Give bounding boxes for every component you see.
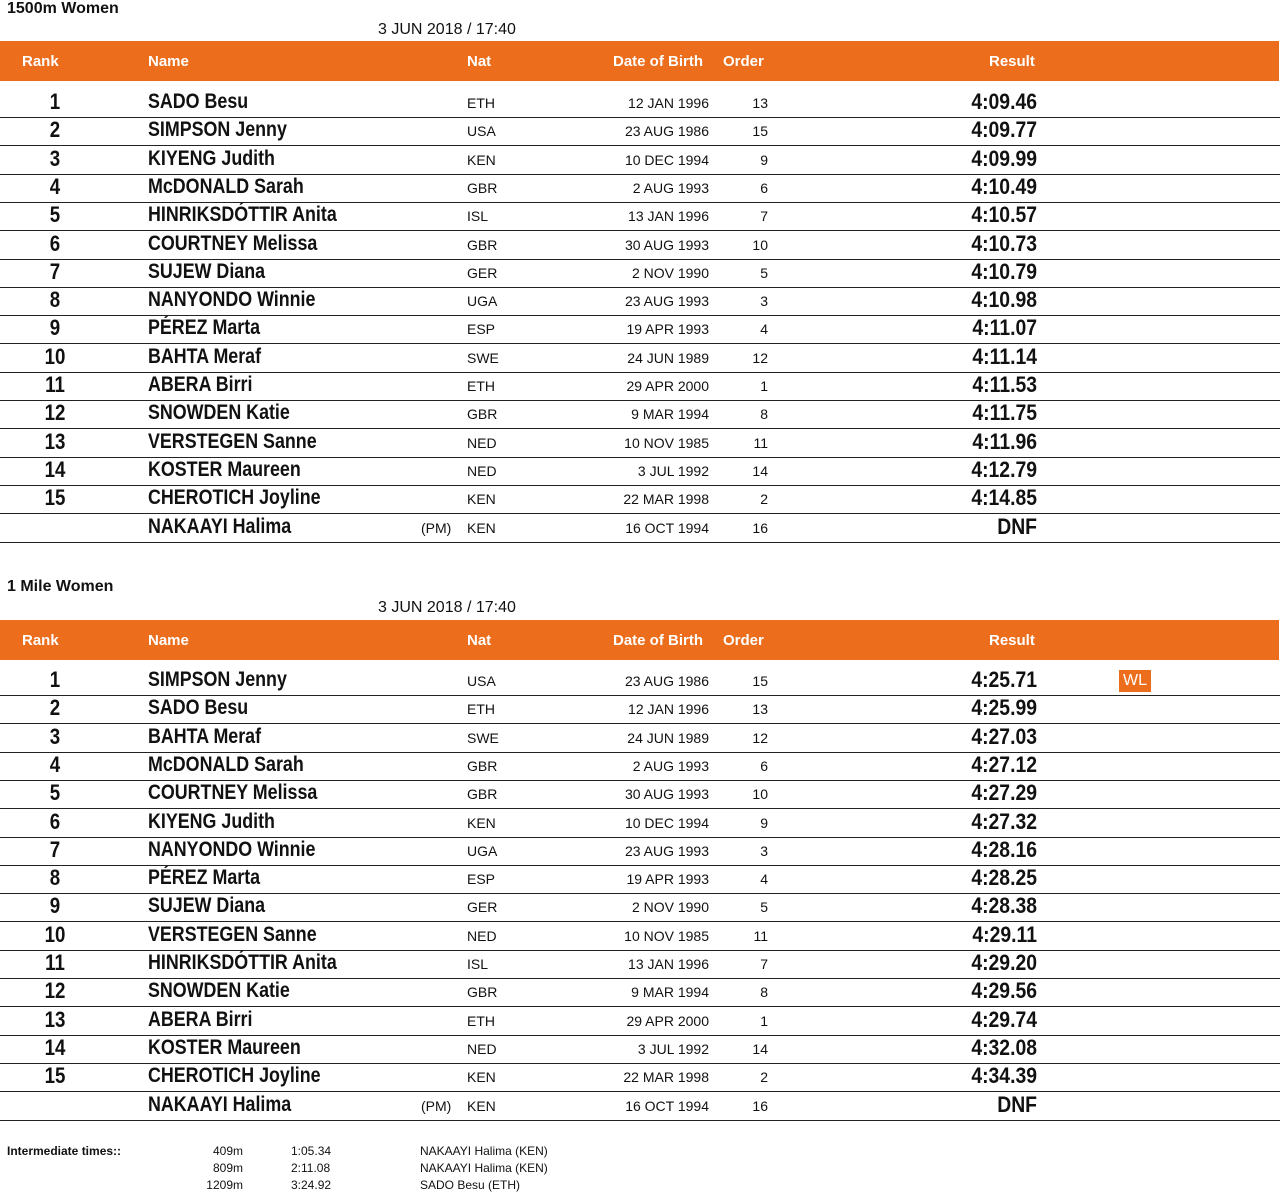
rank-cell: 3	[49, 723, 61, 749]
nationality-cell: NED	[467, 1040, 497, 1057]
order-cell: 1	[760, 1012, 768, 1029]
result-row	[0, 259, 1280, 288]
result-cell: 4:10.49	[971, 173, 1037, 199]
split-row	[0, 1178, 1280, 1196]
event-title: 1500m Women	[7, 0, 119, 17]
order-cell: 1	[760, 378, 768, 394]
split-distance: 809m	[212, 1161, 243, 1175]
date-of-birth-cell: 16 OCT 1994	[625, 1097, 709, 1114]
athlete-name-cell: ABERA Birri	[148, 1007, 253, 1031]
nationality-cell: ESP	[467, 871, 496, 888]
split-distance: 1209m	[206, 1178, 243, 1192]
result-cell: 4:09.77	[971, 117, 1037, 143]
date-of-birth-cell: 13 JAN 1996	[628, 208, 709, 225]
result-row	[0, 372, 1280, 401]
result-row	[0, 287, 1280, 316]
rank-cell: 12	[44, 978, 66, 1004]
date-of-birth-cell: 22 MAR 1998	[623, 1069, 709, 1086]
athlete-name-cell: ABERA Birri	[148, 373, 253, 396]
athlete-name-cell: COURTNEY Melissa	[148, 231, 318, 255]
result-cell: 4:32.08	[971, 1034, 1037, 1060]
rank-cell: 10	[44, 921, 66, 947]
athlete-name-cell: VERSTEGEN Sanne	[148, 922, 317, 946]
col-nat-header: Nat	[467, 632, 492, 649]
date-of-birth-cell: 9 MAR 1994	[631, 406, 709, 423]
split-distance: 409m	[212, 1144, 243, 1158]
nationality-cell: GER	[467, 899, 498, 916]
result-row	[0, 429, 1280, 458]
result-row	[0, 457, 1280, 486]
col-dob-header: Date of Birth	[613, 632, 703, 649]
result-cell: 4:29.20	[971, 950, 1037, 975]
date-of-birth-cell: 30 AUG 1993	[624, 786, 709, 803]
date-of-birth-cell: 12 JAN 1996	[628, 95, 709, 111]
athlete-name-cell: SADO Besu	[148, 90, 249, 113]
date-of-birth-cell: 10 NOV 1985	[624, 927, 709, 944]
athlete-name-cell: NAKAAYI Halima	[148, 1092, 292, 1116]
athlete-name-cell: BAHTA Meraf	[148, 344, 262, 368]
result-row	[0, 174, 1280, 203]
nationality-cell: KEN	[467, 1069, 496, 1086]
nationality-cell: KEN	[467, 491, 496, 508]
order-cell: 16	[752, 1097, 768, 1114]
athlete-name-cell: PÉREZ Marta	[148, 316, 261, 340]
result-row	[0, 809, 1280, 838]
result-cell: 4:12.79	[971, 456, 1037, 482]
order-cell: 8	[760, 406, 768, 423]
date-of-birth-cell: 2 AUG 1993	[632, 757, 709, 774]
split-time: 3:24.92	[291, 1178, 332, 1192]
results-table-header	[0, 620, 1279, 660]
nationality-cell: ETH	[467, 701, 495, 718]
split-leader: SADO Besu (ETH)	[420, 1178, 521, 1192]
rank-cell: 14	[44, 1034, 66, 1060]
result-row	[0, 1007, 1280, 1036]
col-result-header: Result	[989, 53, 1035, 70]
nationality-cell: KEN	[467, 1097, 496, 1114]
col-nat-header: Nat	[467, 53, 492, 70]
event-date: 3 JUN 2018 / 17:40	[378, 599, 516, 616]
rank-cell: 1	[49, 89, 61, 114]
result-cell: 4:09.46	[971, 89, 1037, 114]
order-cell: 13	[752, 95, 768, 111]
rank-cell: 9	[49, 315, 61, 341]
rank-cell: 5	[49, 780, 61, 806]
result-row	[0, 837, 1280, 866]
nationality-cell: GBR	[467, 406, 498, 423]
date-of-birth-cell: 13 JAN 1996	[628, 956, 709, 972]
result-cell: 4:25.71	[971, 667, 1037, 692]
result-row	[0, 978, 1280, 1007]
result-row	[0, 89, 1280, 118]
date-of-birth-cell: 19 APR 1993	[626, 321, 709, 338]
result-row	[0, 667, 1280, 696]
record-badge: WL	[1119, 670, 1151, 692]
result-row	[0, 865, 1280, 894]
results-table-header	[0, 41, 1279, 81]
col-order-header: Order	[723, 632, 764, 649]
nationality-cell: NED	[467, 462, 497, 479]
rank-cell: 1	[49, 667, 61, 692]
result-cell: 4:10.57	[971, 202, 1037, 228]
result-row	[0, 724, 1280, 753]
split-row	[0, 1161, 1280, 1179]
order-cell: 2	[760, 491, 768, 508]
athlete-name-cell: CHEROTICH Joyline	[148, 1064, 321, 1088]
result-row	[0, 1092, 1280, 1121]
order-cell: 12	[752, 349, 768, 366]
rank-cell: 13	[44, 428, 66, 454]
result-row	[0, 202, 1280, 231]
athlete-name-cell: KIYENG Judith	[148, 809, 275, 833]
result-cell: 4:11.53	[972, 372, 1037, 397]
order-cell: 14	[752, 462, 768, 479]
order-cell: 9	[760, 151, 768, 168]
rank-cell: 12	[44, 400, 66, 426]
date-of-birth-cell: 3 JUL 1992	[637, 462, 709, 479]
athlete-name-cell: McDONALD Sarah	[148, 174, 304, 198]
rank-cell: 8	[49, 865, 61, 891]
result-row	[0, 514, 1280, 543]
order-cell: 3	[760, 293, 768, 310]
athlete-name-cell: VERSTEGEN Sanne	[148, 429, 317, 453]
nationality-cell: KEN	[467, 151, 496, 168]
nationality-cell: KEN	[467, 814, 496, 831]
athlete-name-cell: BAHTA Meraf	[148, 724, 262, 748]
order-cell: 11	[753, 927, 768, 944]
col-name-header: Name	[148, 632, 189, 649]
result-row	[0, 752, 1280, 781]
split-time: 2:11.08	[291, 1161, 331, 1175]
event-section-1mile	[0, 578, 1280, 1123]
split-leader: NAKAAYI Halima (KEN)	[420, 1161, 548, 1175]
result-cell: 4:14.85	[971, 485, 1037, 511]
order-cell: 13	[752, 701, 768, 718]
order-cell: 2	[760, 1069, 768, 1086]
result-cell: 4:11.75	[972, 400, 1037, 426]
result-row	[0, 485, 1280, 514]
result-row	[0, 893, 1280, 922]
order-cell: 10	[752, 236, 768, 253]
col-order-header: Order	[723, 53, 764, 70]
athlete-name-cell: SUJEW Diana	[148, 894, 266, 918]
athlete-name-cell: McDONALD Sarah	[148, 752, 304, 776]
date-of-birth-cell: 29 APR 2000	[626, 378, 709, 394]
result-cell: 4:34.39	[971, 1063, 1037, 1089]
nationality-cell: SWE	[467, 729, 499, 746]
athlete-name-cell: KOSTER Maureen	[148, 457, 301, 481]
date-of-birth-cell: 19 APR 1993	[626, 871, 709, 888]
order-cell: 8	[760, 984, 768, 1001]
date-of-birth-cell: 3 JUL 1992	[637, 1040, 709, 1057]
athlete-name-cell: CHEROTICH Joyline	[148, 486, 321, 510]
nationality-cell: ETH	[467, 95, 495, 111]
athlete-name-cell: KIYENG Judith	[148, 146, 275, 170]
date-of-birth-cell: 23 AUG 1986	[624, 673, 709, 689]
date-of-birth-cell: 9 MAR 1994	[631, 984, 709, 1001]
athlete-name-cell: HINRIKSDÓTTIR Anita	[148, 951, 337, 974]
date-of-birth-cell: 10 NOV 1985	[624, 434, 709, 451]
result-cell: DNF	[997, 513, 1037, 539]
result-row	[0, 1063, 1280, 1092]
split-row	[0, 1144, 1280, 1162]
pacemaker-note: (PM)	[421, 1097, 452, 1114]
result-cell: 4:10.73	[971, 230, 1037, 256]
col-rank-header: Rank	[22, 632, 59, 649]
rank-cell: 7	[49, 836, 61, 862]
result-row	[0, 695, 1280, 724]
date-of-birth-cell: 10 DEC 1994	[624, 151, 709, 168]
order-cell: 3	[760, 842, 768, 859]
order-cell: 4	[760, 321, 768, 338]
athlete-name-cell: SADO Besu	[148, 696, 249, 720]
result-cell: 4:25.99	[971, 695, 1037, 721]
intermediate-label: Intermediate times::	[7, 1144, 122, 1158]
nationality-cell: KEN	[467, 519, 496, 536]
result-cell: 4:27.12	[971, 751, 1037, 777]
order-cell: 7	[760, 208, 768, 225]
order-cell: 11	[753, 434, 768, 451]
rank-cell: 9	[49, 893, 61, 919]
pacemaker-note: (PM)	[421, 519, 452, 536]
result-row	[0, 146, 1280, 175]
result-row	[0, 117, 1280, 146]
rank-cell: 6	[49, 808, 61, 834]
nationality-cell: NED	[467, 434, 497, 451]
date-of-birth-cell: 2 NOV 1990	[631, 899, 709, 916]
col-rank-header: Rank	[22, 53, 59, 70]
rank-cell: 14	[44, 456, 66, 482]
order-cell: 6	[760, 757, 768, 774]
order-cell: 10	[752, 786, 768, 803]
rank-cell: 10	[44, 343, 66, 369]
nationality-cell: GBR	[467, 236, 498, 253]
rank-cell: 3	[49, 145, 61, 171]
date-of-birth-cell: 29 APR 2000	[626, 1012, 709, 1029]
order-cell: 12	[752, 729, 768, 746]
athlete-name-cell: KOSTER Maureen	[148, 1035, 301, 1059]
result-cell: 4:10.98	[971, 287, 1037, 313]
rank-cell: 15	[44, 1063, 66, 1089]
rank-cell: 4	[49, 751, 61, 777]
date-of-birth-cell: 23 AUG 1993	[624, 842, 709, 859]
date-of-birth-cell: 12 JAN 1996	[628, 701, 709, 718]
nationality-cell: ESP	[467, 321, 496, 338]
result-cell: 4:28.25	[971, 865, 1037, 891]
nationality-cell: GBR	[467, 786, 498, 803]
order-cell: 5	[760, 899, 768, 916]
athlete-name-cell: SNOWDEN Katie	[148, 979, 290, 1003]
result-cell: 4:10.79	[971, 258, 1037, 284]
athlete-name-cell: NANYONDO Winnie	[148, 288, 316, 312]
order-cell: 9	[760, 814, 768, 831]
athlete-name-cell: NANYONDO Winnie	[148, 837, 316, 861]
split-leader: NAKAAYI Halima (KEN)	[420, 1144, 548, 1158]
nationality-cell: GBR	[467, 179, 498, 196]
rank-cell: 7	[49, 258, 61, 284]
result-cell: 4:11.07	[972, 315, 1037, 341]
rank-cell: 11	[45, 372, 65, 397]
result-cell: 4:27.32	[971, 808, 1037, 834]
date-of-birth-cell: 2 NOV 1990	[631, 264, 709, 281]
nationality-cell: USA	[467, 673, 496, 689]
athlete-name-cell: SIMPSON Jenny	[148, 118, 287, 142]
rank-cell: 2	[49, 695, 61, 721]
date-of-birth-cell: 24 JUN 1989	[627, 349, 709, 366]
order-cell: 6	[760, 179, 768, 196]
result-row	[0, 315, 1280, 344]
result-cell: 4:09.99	[971, 145, 1037, 171]
col-result-header: Result	[989, 632, 1035, 649]
result-cell: DNF	[997, 1091, 1037, 1117]
rank-cell: 15	[44, 485, 66, 511]
event-title: 1 Mile Women	[7, 578, 114, 595]
date-of-birth-cell: 2 AUG 1993	[632, 179, 709, 196]
nationality-cell: USA	[467, 123, 496, 140]
athlete-name-cell: SUJEW Diana	[148, 259, 266, 283]
order-cell: 7	[760, 956, 768, 972]
order-cell: 15	[752, 123, 768, 140]
nationality-cell: GER	[467, 264, 498, 281]
rank-cell: 2	[49, 117, 61, 143]
date-of-birth-cell: 24 JUN 1989	[627, 729, 709, 746]
date-of-birth-cell: 16 OCT 1994	[625, 519, 709, 536]
nationality-cell: ISL	[467, 208, 489, 225]
order-cell: 15	[752, 673, 768, 689]
date-of-birth-cell: 22 MAR 1998	[623, 491, 709, 508]
nationality-cell: GBR	[467, 757, 498, 774]
result-cell: 4:29.56	[971, 978, 1037, 1004]
athlete-name-cell: SIMPSON Jenny	[148, 668, 287, 691]
date-of-birth-cell: 23 AUG 1993	[624, 293, 709, 310]
result-row	[0, 922, 1280, 951]
order-cell: 5	[760, 264, 768, 281]
date-of-birth-cell: 23 AUG 1986	[624, 123, 709, 140]
result-cell: 4:27.03	[971, 723, 1037, 749]
result-cell: 4:28.16	[971, 836, 1037, 862]
result-row	[0, 231, 1280, 260]
rank-cell: 11	[45, 950, 65, 975]
athlete-name-cell: NAKAAYI Halima	[148, 514, 292, 538]
result-row	[0, 400, 1280, 429]
col-name-header: Name	[148, 53, 189, 70]
rank-cell: 5	[49, 202, 61, 228]
rank-cell: 8	[49, 287, 61, 313]
order-cell: 4	[760, 871, 768, 888]
nationality-cell: GBR	[467, 984, 498, 1001]
nationality-cell: ETH	[467, 378, 495, 394]
result-cell: 4:29.11	[972, 921, 1037, 947]
result-cell: 4:28.38	[971, 893, 1037, 919]
col-dob-header: Date of Birth	[613, 53, 703, 70]
result-cell: 4:29.74	[971, 1006, 1037, 1032]
result-cell: 4:11.14	[972, 343, 1037, 369]
nationality-cell: UGA	[467, 293, 498, 310]
nationality-cell: ISL	[467, 956, 489, 972]
result-row	[0, 780, 1280, 809]
nationality-cell: ETH	[467, 1012, 495, 1029]
rank-cell: 4	[49, 173, 61, 199]
order-cell: 16	[752, 519, 768, 536]
date-of-birth-cell: 10 DEC 1994	[624, 814, 709, 831]
athlete-name-cell: COURTNEY Melissa	[148, 781, 318, 805]
result-cell: 4:27.29	[971, 780, 1037, 806]
event-date: 3 JUN 2018 / 17:40	[378, 21, 516, 38]
rank-cell: 6	[49, 230, 61, 256]
rank-cell: 13	[44, 1006, 66, 1032]
athlete-name-cell: HINRIKSDÓTTIR Anita	[148, 203, 337, 227]
nationality-cell: SWE	[467, 349, 499, 366]
result-row	[0, 1035, 1280, 1064]
split-time: 1:05.34	[291, 1144, 332, 1158]
result-cell: 4:11.96	[972, 428, 1037, 454]
event-section-1500m	[0, 0, 1280, 545]
athlete-name-cell: SNOWDEN Katie	[148, 401, 290, 425]
nationality-cell: UGA	[467, 842, 498, 859]
athlete-name-cell: PÉREZ Marta	[148, 866, 261, 890]
nationality-cell: NED	[467, 927, 497, 944]
order-cell: 14	[752, 1040, 768, 1057]
result-row	[0, 950, 1280, 979]
date-of-birth-cell: 30 AUG 1993	[624, 236, 709, 253]
result-row	[0, 344, 1280, 373]
